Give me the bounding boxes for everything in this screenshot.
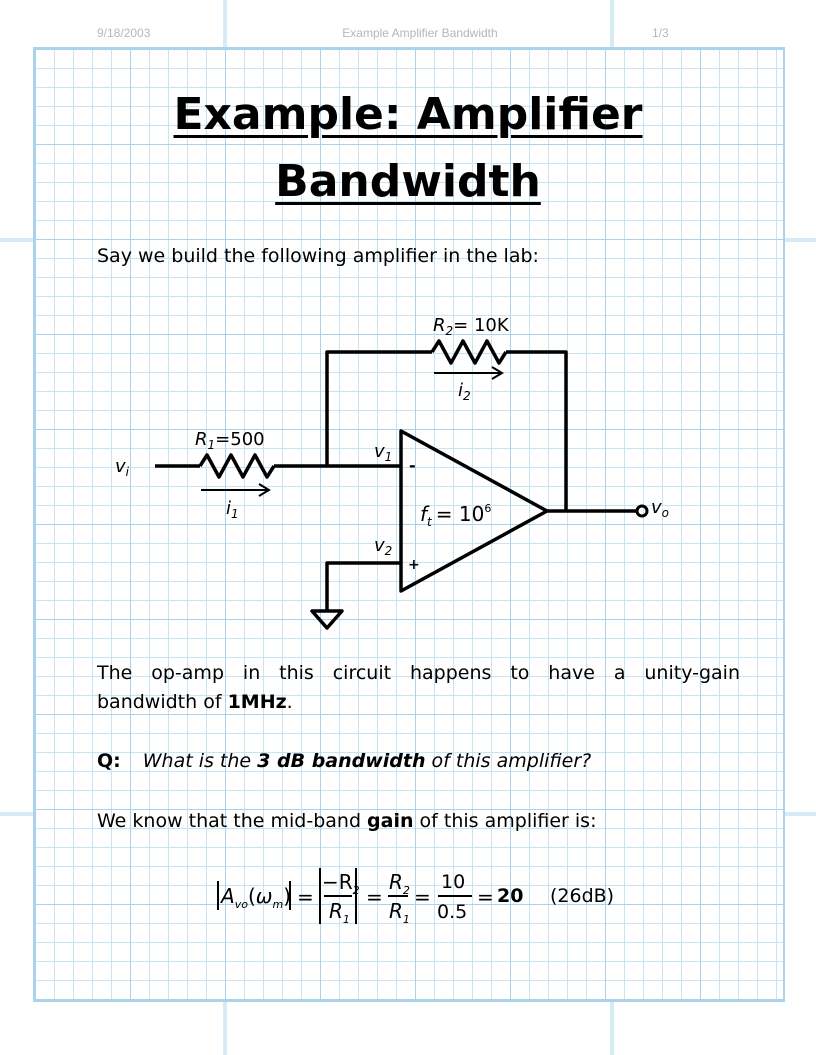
title-line-1: Example: Amplifier — [173, 89, 643, 140]
bold-text: 1MHz — [227, 691, 287, 713]
question-text: of this amplifier? — [425, 750, 592, 772]
intro-text: Say we build the following amplifier in the lab: — [97, 245, 539, 267]
numerator-r2: $R_2$ — [389, 870, 410, 897]
plus-terminal: + — [408, 557, 420, 573]
circuit-diagram — [0, 300, 816, 640]
denominator-r1: $R_1$ — [389, 899, 410, 926]
question — [97, 752, 591, 771]
v1-label: $v_1$ — [374, 441, 393, 464]
r2-resistor — [432, 341, 506, 363]
text: of this amplifier is: — [413, 810, 597, 832]
gain-result: 20 — [497, 885, 524, 907]
opamp-paragraph-line: The op-amp in this circuit happens to have a unity-gain — [97, 662, 740, 684]
ft-label: $f_t = 10^6$ — [420, 502, 492, 529]
title-line-2: Bandwidth — [275, 156, 541, 207]
minus-terminal: - — [409, 456, 416, 475]
numerator-neg-r2: $-R_2$ — [322, 870, 360, 897]
header-title: Example Amplifier Bandwidth — [342, 26, 498, 40]
equals: = — [366, 885, 383, 909]
ground-wire — [327, 563, 401, 611]
equals: = — [414, 885, 431, 909]
text: bandwidth of — [97, 691, 228, 713]
i1-label: $i_1$ — [226, 498, 239, 521]
question-text: What is the — [142, 750, 258, 772]
vo-label: $v_o$ — [651, 497, 669, 520]
q-label: Q: — [97, 750, 121, 772]
output-terminal — [637, 506, 647, 516]
denominator-r1: $R_1$ — [329, 899, 350, 926]
r1-resistor — [200, 455, 274, 477]
opamp-paragraph-line — [97, 693, 293, 712]
question-bold: 3 dB bandwidth — [257, 750, 426, 772]
bold-text: gain — [367, 810, 414, 832]
text: . — [286, 691, 293, 713]
header-date: 9/18/2003 — [97, 26, 151, 40]
text: We know that the mid-band — [97, 810, 368, 832]
gain-equation — [0, 860, 816, 935]
feedback-wire — [506, 352, 566, 511]
i2-label: $i_2$ — [458, 380, 471, 403]
equals: = — [477, 885, 494, 909]
equals: = — [297, 885, 314, 909]
r1-label: $R_1=500$ — [195, 429, 265, 452]
r2-label: $R_2= 10K$ — [433, 315, 509, 338]
numerator-10: 10 — [441, 871, 466, 893]
gain-symbol: $A_{vo}(\omega_m)$ — [221, 884, 292, 911]
denominator-0-5: 0.5 — [437, 901, 468, 923]
opamp-paragraph — [97, 659, 740, 688]
header-page: 1/3 — [652, 26, 669, 40]
v2-label: $v_2$ — [374, 535, 393, 558]
ground-icon — [312, 611, 342, 628]
vi-label: $v_i$ — [115, 456, 129, 479]
gain-intro — [97, 812, 596, 831]
gain-db: (26dB) — [550, 885, 615, 907]
